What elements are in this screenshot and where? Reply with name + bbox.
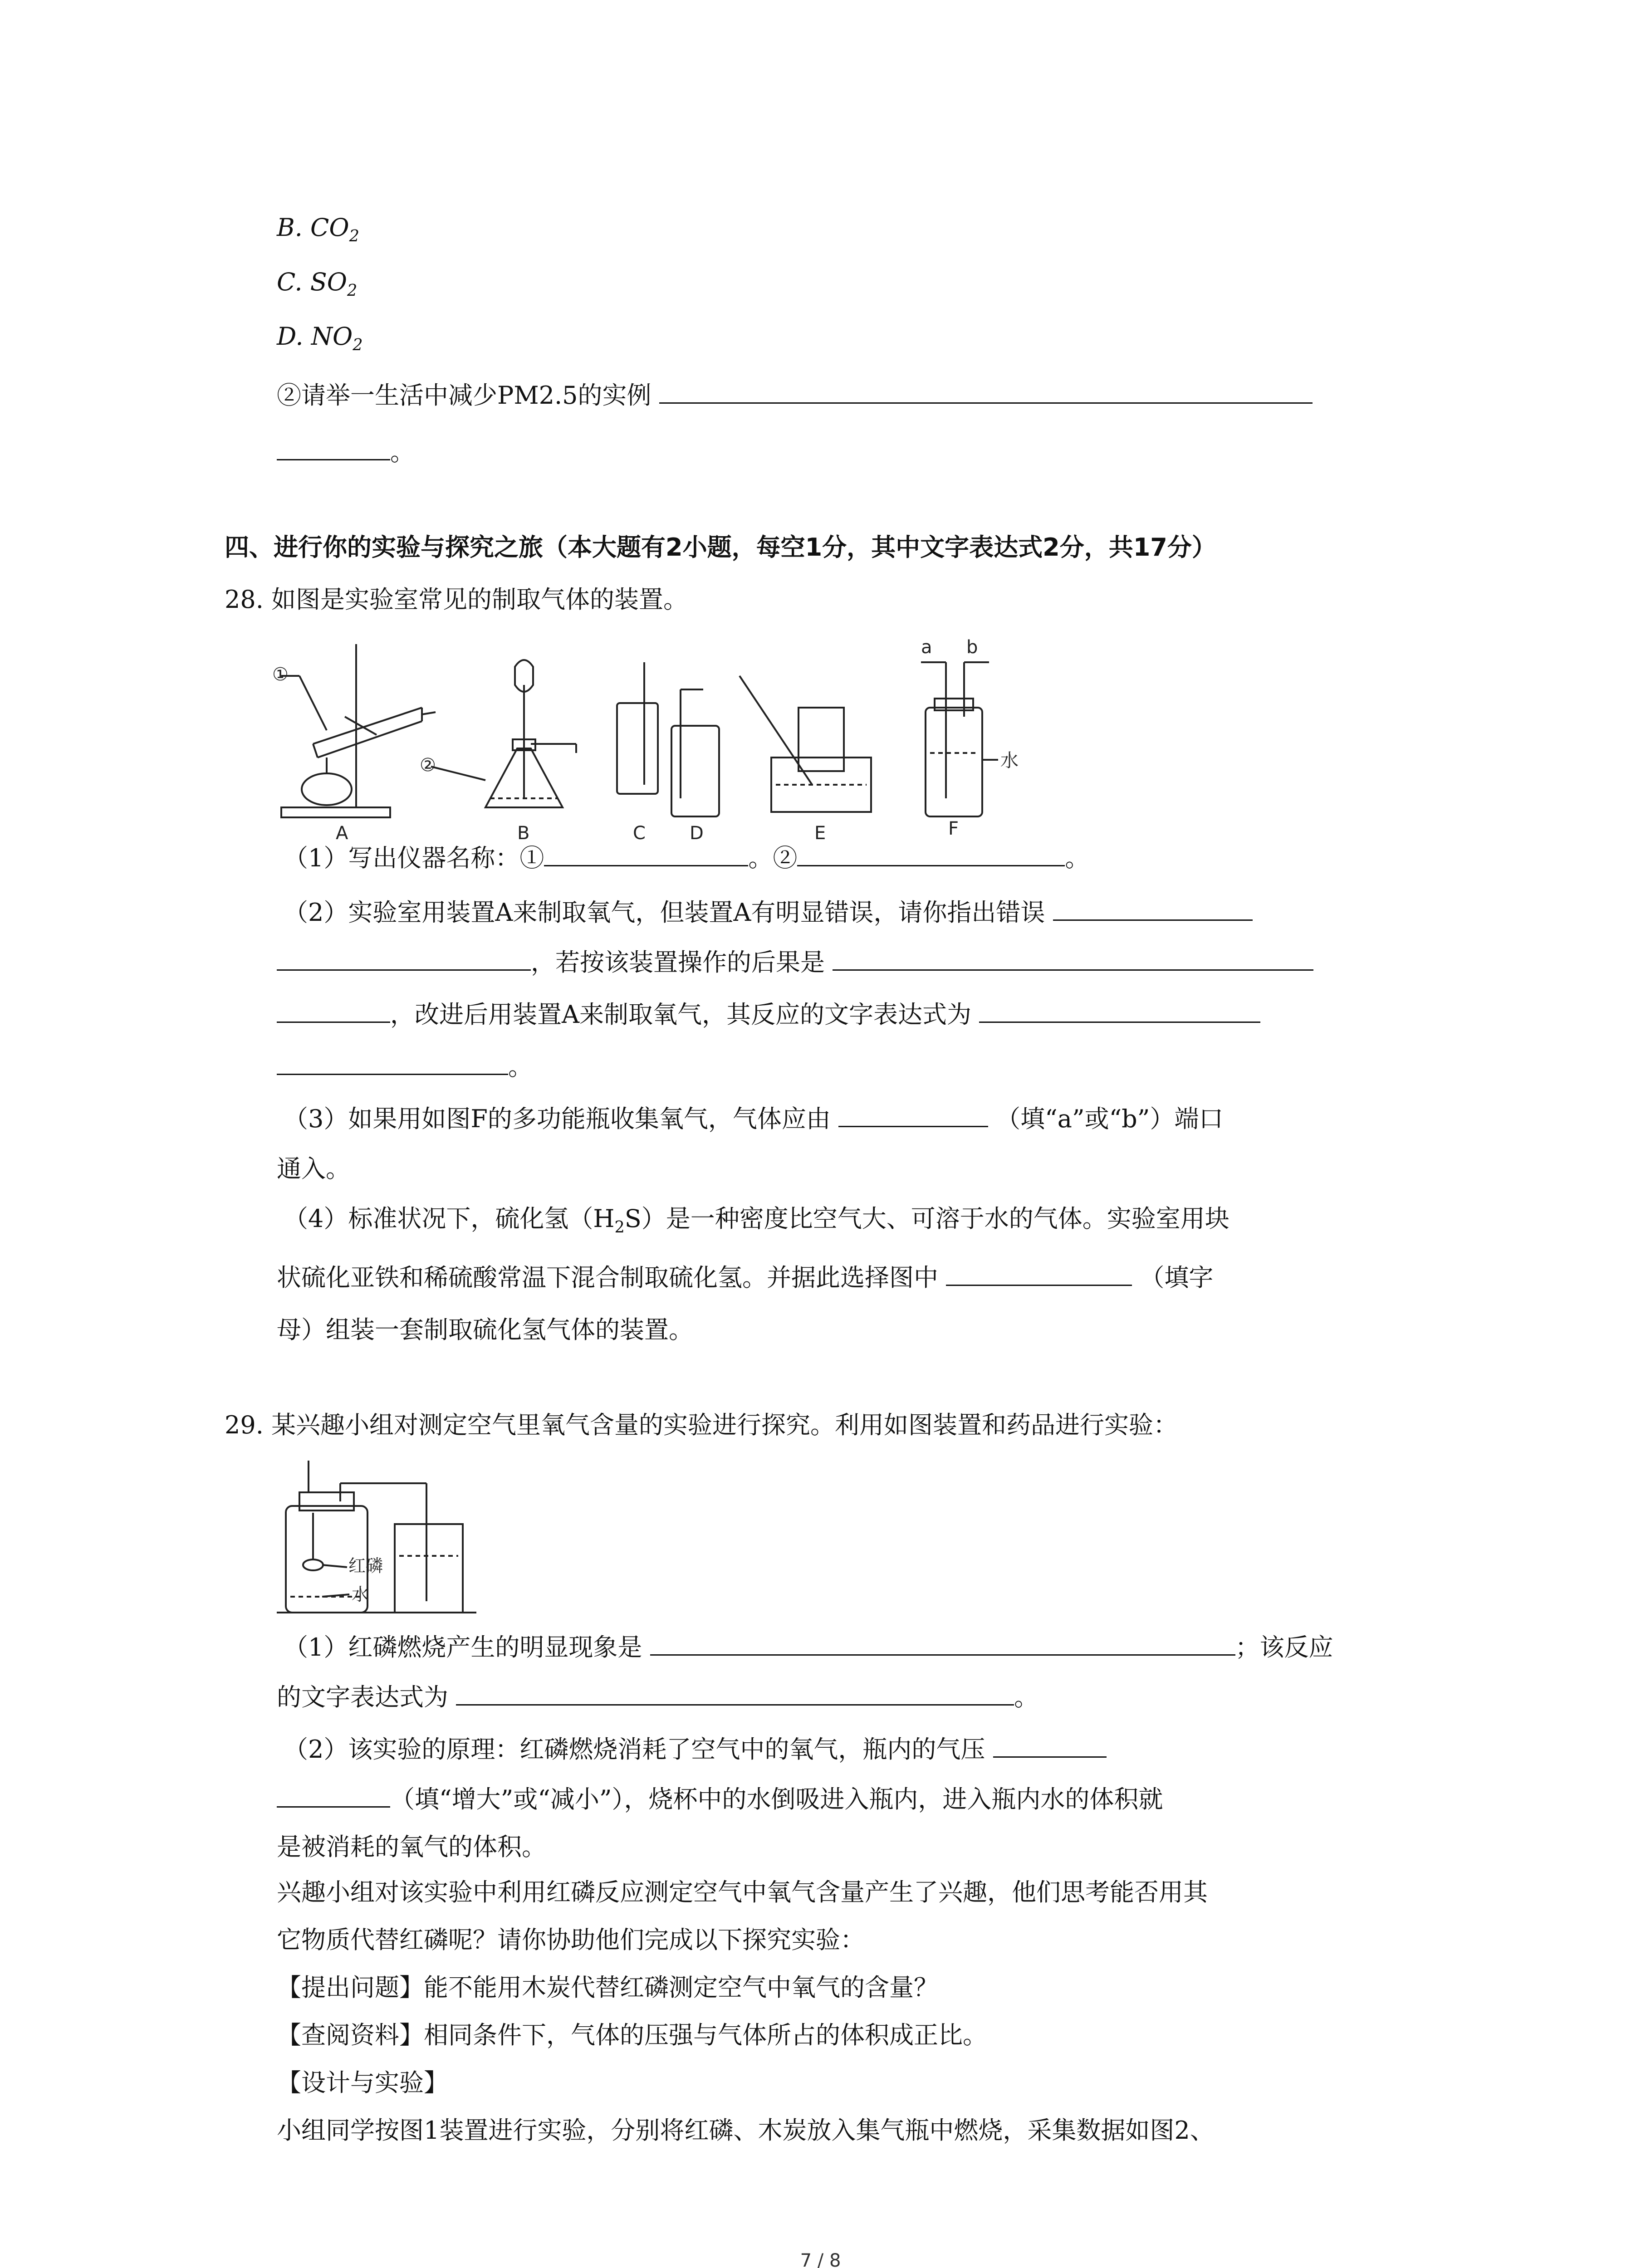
q28-part1: （1）写出仪器名称：① 。② 。 (284, 844, 1090, 872)
label-a: a (921, 637, 932, 658)
paragraph-1: 兴趣小组对该实验中利用红磷反应测定空气中氧气含量产生了兴趣，他们思考能否用其 (277, 1878, 1208, 1906)
answer-blank[interactable] (1053, 901, 1253, 921)
q27-part2: ②请举一生活中减少PM2.5的实例 (277, 381, 1313, 411)
q29-part2-line1: （2）该实验的原理：红磷燃烧消耗了空气中的氧气，瓶内的气压 (284, 1735, 1107, 1765)
label-D: D (690, 823, 704, 844)
q29-part2-line3: 是被消耗的氧气的体积。 (277, 1833, 546, 1861)
label-red-phosphorus: 红磷 (348, 1556, 383, 1576)
answer-blank[interactable] (797, 847, 1065, 866)
label-water: 水 (1000, 750, 1019, 771)
page-number: 7 / 8 (800, 2250, 841, 2268)
label-E: E (814, 823, 826, 844)
q29-part2-line2: （填“增大”或“减小”），烧杯中的水倒吸进入瓶内，进入瓶内水的体积就 (277, 1785, 1163, 1814)
label-A: A (336, 823, 348, 844)
answer-blank[interactable] (456, 1686, 1014, 1706)
answer-blank[interactable] (277, 951, 531, 971)
q28-part3-line2: 通入。 (277, 1154, 350, 1183)
q28-part2-line1: （2）实验室用装置A来制取氧气，但装置A有明显错误，请你指出错误 (284, 898, 1253, 928)
paragraph-6: 小组同学按图1装置进行实验，分别将红磷、木炭放入集气瓶中燃烧，采集数据如图2、 (277, 2116, 1215, 2145)
option-b: B. $CO_2$ (277, 213, 359, 245)
option-d: D. $NO_2$ (277, 322, 363, 354)
answer-blank[interactable] (650, 1636, 1235, 1656)
label-2: ② (420, 755, 436, 776)
section-heading: 四、进行你的实验与探究之旅（本大题有2小题，每空1分，其中文字表达式2分，共17分） (225, 533, 1216, 562)
q28-part4-line1: （4）标准状况下，硫化氢$(H_2S)$是一种密度比空气大、可溶于水的气体。实验室用块 (284, 1204, 1230, 1237)
answer-blank[interactable] (277, 1056, 508, 1075)
answer-blank[interactable] (277, 1003, 390, 1023)
answer-blank[interactable] (946, 1266, 1132, 1286)
label-b: b (966, 637, 978, 658)
answer-blank[interactable] (993, 1738, 1107, 1758)
paragraph-2: 它物质代替红磷呢？请你协助他们完成以下探究实验： (277, 1926, 865, 1954)
label-1: ① (272, 664, 289, 685)
q28-part2-line3: ，改进后用装置A来制取氧气，其反应的文字表达式为 (277, 1000, 1260, 1030)
q28-part2-line2: ，若按该装置操作的后果是 (277, 948, 1313, 978)
label-F: F (948, 818, 959, 839)
q28-part3-line1: （3）如果用如图F的多功能瓶收集氧气，气体应由 （填“a”或“b”）端口 (284, 1105, 1224, 1133)
q29-stem: 29. 某兴趣小组对测定空气里氧气含量的实验进行探究。利用如图装置和药品进行实验： (225, 1411, 1178, 1439)
answer-blank[interactable] (277, 1788, 390, 1808)
q29-part1-line1: （1）红磷燃烧产生的明显现象是 ；该反应 (284, 1633, 1333, 1662)
answer-blank[interactable] (277, 441, 390, 460)
label-water: 水 (352, 1584, 369, 1604)
q28-part2-line4: 。 (277, 1052, 533, 1082)
q28-part4-line3: 母）组装一套制取硫化氢气体的装置。 (277, 1315, 693, 1344)
q27-part2-cont: 。 (277, 438, 415, 467)
paragraph-4: 【查阅资料】相同条件下，气体的压强与气体所占的体积成正比。 (277, 2021, 987, 2049)
label-C: C (633, 823, 646, 844)
paragraph-3: 【提出问题】能不能用木炭代替红磷测定空气中氧气的含量？ (277, 1973, 938, 2002)
paragraph-5: 【设计与实验】 (277, 2068, 448, 2097)
answer-blank[interactable] (838, 1108, 988, 1127)
answer-blank[interactable] (659, 384, 1313, 404)
q29-part1-line2: 的文字表达式为 。 (277, 1683, 1039, 1711)
option-c: C. $SO_2$ (277, 268, 358, 300)
answer-blank[interactable] (544, 847, 748, 866)
apparatus-figure (272, 635, 1043, 844)
label-B: B (517, 823, 530, 844)
answer-blank[interactable] (833, 951, 1313, 971)
q28-stem: 28. 如图是实验室常见的制取气体的装置。 (225, 585, 688, 614)
q28-part4-line2: 状硫化亚铁和稀硫酸常温下混合制取硫化氢。并据此选择图中 （填字 (277, 1263, 1214, 1292)
answer-blank[interactable] (979, 1003, 1260, 1023)
oxygen-apparatus-figure (272, 1456, 481, 1628)
